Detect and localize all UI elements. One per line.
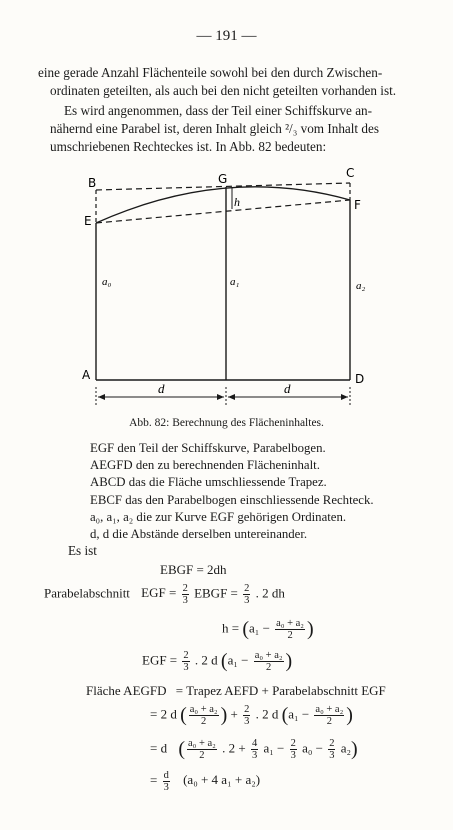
formula-final: = $\frac{d}{3}$ (a₀ + 4 a₁ + a₂) <box>150 770 261 793</box>
formula-line-d: = d ( $\frac{\text{a₀ + a₂}}{2}$ . 2 + $\frac{4}{3}$ a₁ − $\frac{2}{3}$ a₀ − $\frac{2}{3}$ a₂) <box>150 738 358 761</box>
formula-line-2d: = 2 d ( $\frac{\text{a₀ + a₂}}{2}$ ) + $\frac{2}{3}$ . 2 d (a₁ − $\frac{\text{a₀ + a₂}}{2}$ ) <box>150 704 353 727</box>
page-number: — 191 — <box>196 28 257 44</box>
formula-h: h = (a₁ − $\frac{\text{a₀ + a₂}}{2}$ ) <box>222 618 314 641</box>
formula-egf: EGF = $\frac{2}{3}$ . 2 d (a₁ − $\frac{\text{a₀ + a₂}}{2}$ ) <box>142 650 293 673</box>
intro-line-2: ordinaten geteilten, als auch bei den nicht geteilten vorhanden ist. <box>50 83 397 98</box>
label-g: G <box>218 172 228 186</box>
definition-item: a₀, a₁, a₂ die zur Kurve EGF gehörigen Ordinaten. <box>90 509 347 524</box>
definition-item: EGF den Teil der Schiffskurve, Parabelbogen. <box>90 441 326 455</box>
label-d: D <box>355 372 365 386</box>
label-a: A <box>82 368 91 382</box>
definition-list <box>90 440 374 543</box>
label-a1: a₁ <box>230 276 240 288</box>
figure-abb-82 <box>80 165 380 410</box>
formula-ebgf: EBGF = 2dh <box>160 562 227 577</box>
label-c: C <box>346 166 355 180</box>
dashed-line-ef <box>96 200 350 223</box>
definition-item: d, d die Abstände derselben untereinander. <box>90 527 308 542</box>
parabola-egf <box>96 187 350 223</box>
definition-item: EBCF das den Parabelbogen einschliessende Rechteck. <box>90 492 374 507</box>
para2-line-3: umschriebenen Rechteckes ist. In Abb. 82 bedeuten: <box>50 139 327 154</box>
label-d-left: d <box>158 381 165 396</box>
es-ist: Es ist <box>68 543 97 558</box>
intro-line-1: eine gerade Anzahl Flächenteile sowohl bei den durch Zwischen- <box>38 65 383 80</box>
label-h: h <box>234 195 240 209</box>
label-a0: a₀ <box>102 276 112 288</box>
label-a2: a₂ <box>356 280 366 292</box>
definition-item: ABCD das die Fläche umschliessende Trapez. <box>90 475 327 490</box>
para2-line-2: nähernd eine Parabel ist, deren Inhalt gleich ²/₃ vom Inhalt des <box>50 121 379 136</box>
label-d-right: d <box>284 381 291 396</box>
formula-parabelabschnitt: Parabelabschnitt EGF = $\frac{2}{3}$ EBGF = $\frac{2}{3}$ . 2 dh <box>44 583 285 606</box>
label-f: F <box>354 198 361 212</box>
formula-flaeche: Fläche AEGFD = Trapez AEFD + Parabelabschnitt EGF <box>86 683 386 698</box>
label-b: B <box>88 176 97 190</box>
definition-item: AEGFD den zu berechnenden Flächeninhalt. <box>90 458 320 473</box>
label-e: E <box>84 214 92 228</box>
parabelabschnitt-label: Parabelabschnitt <box>44 585 130 601</box>
para2-line-1: Es wird angenommen, dass der Teil einer Schiffskurve an- <box>64 103 373 118</box>
figure-caption: Abb. 82: Berechnung des Flächeninhaltes. <box>129 417 324 429</box>
